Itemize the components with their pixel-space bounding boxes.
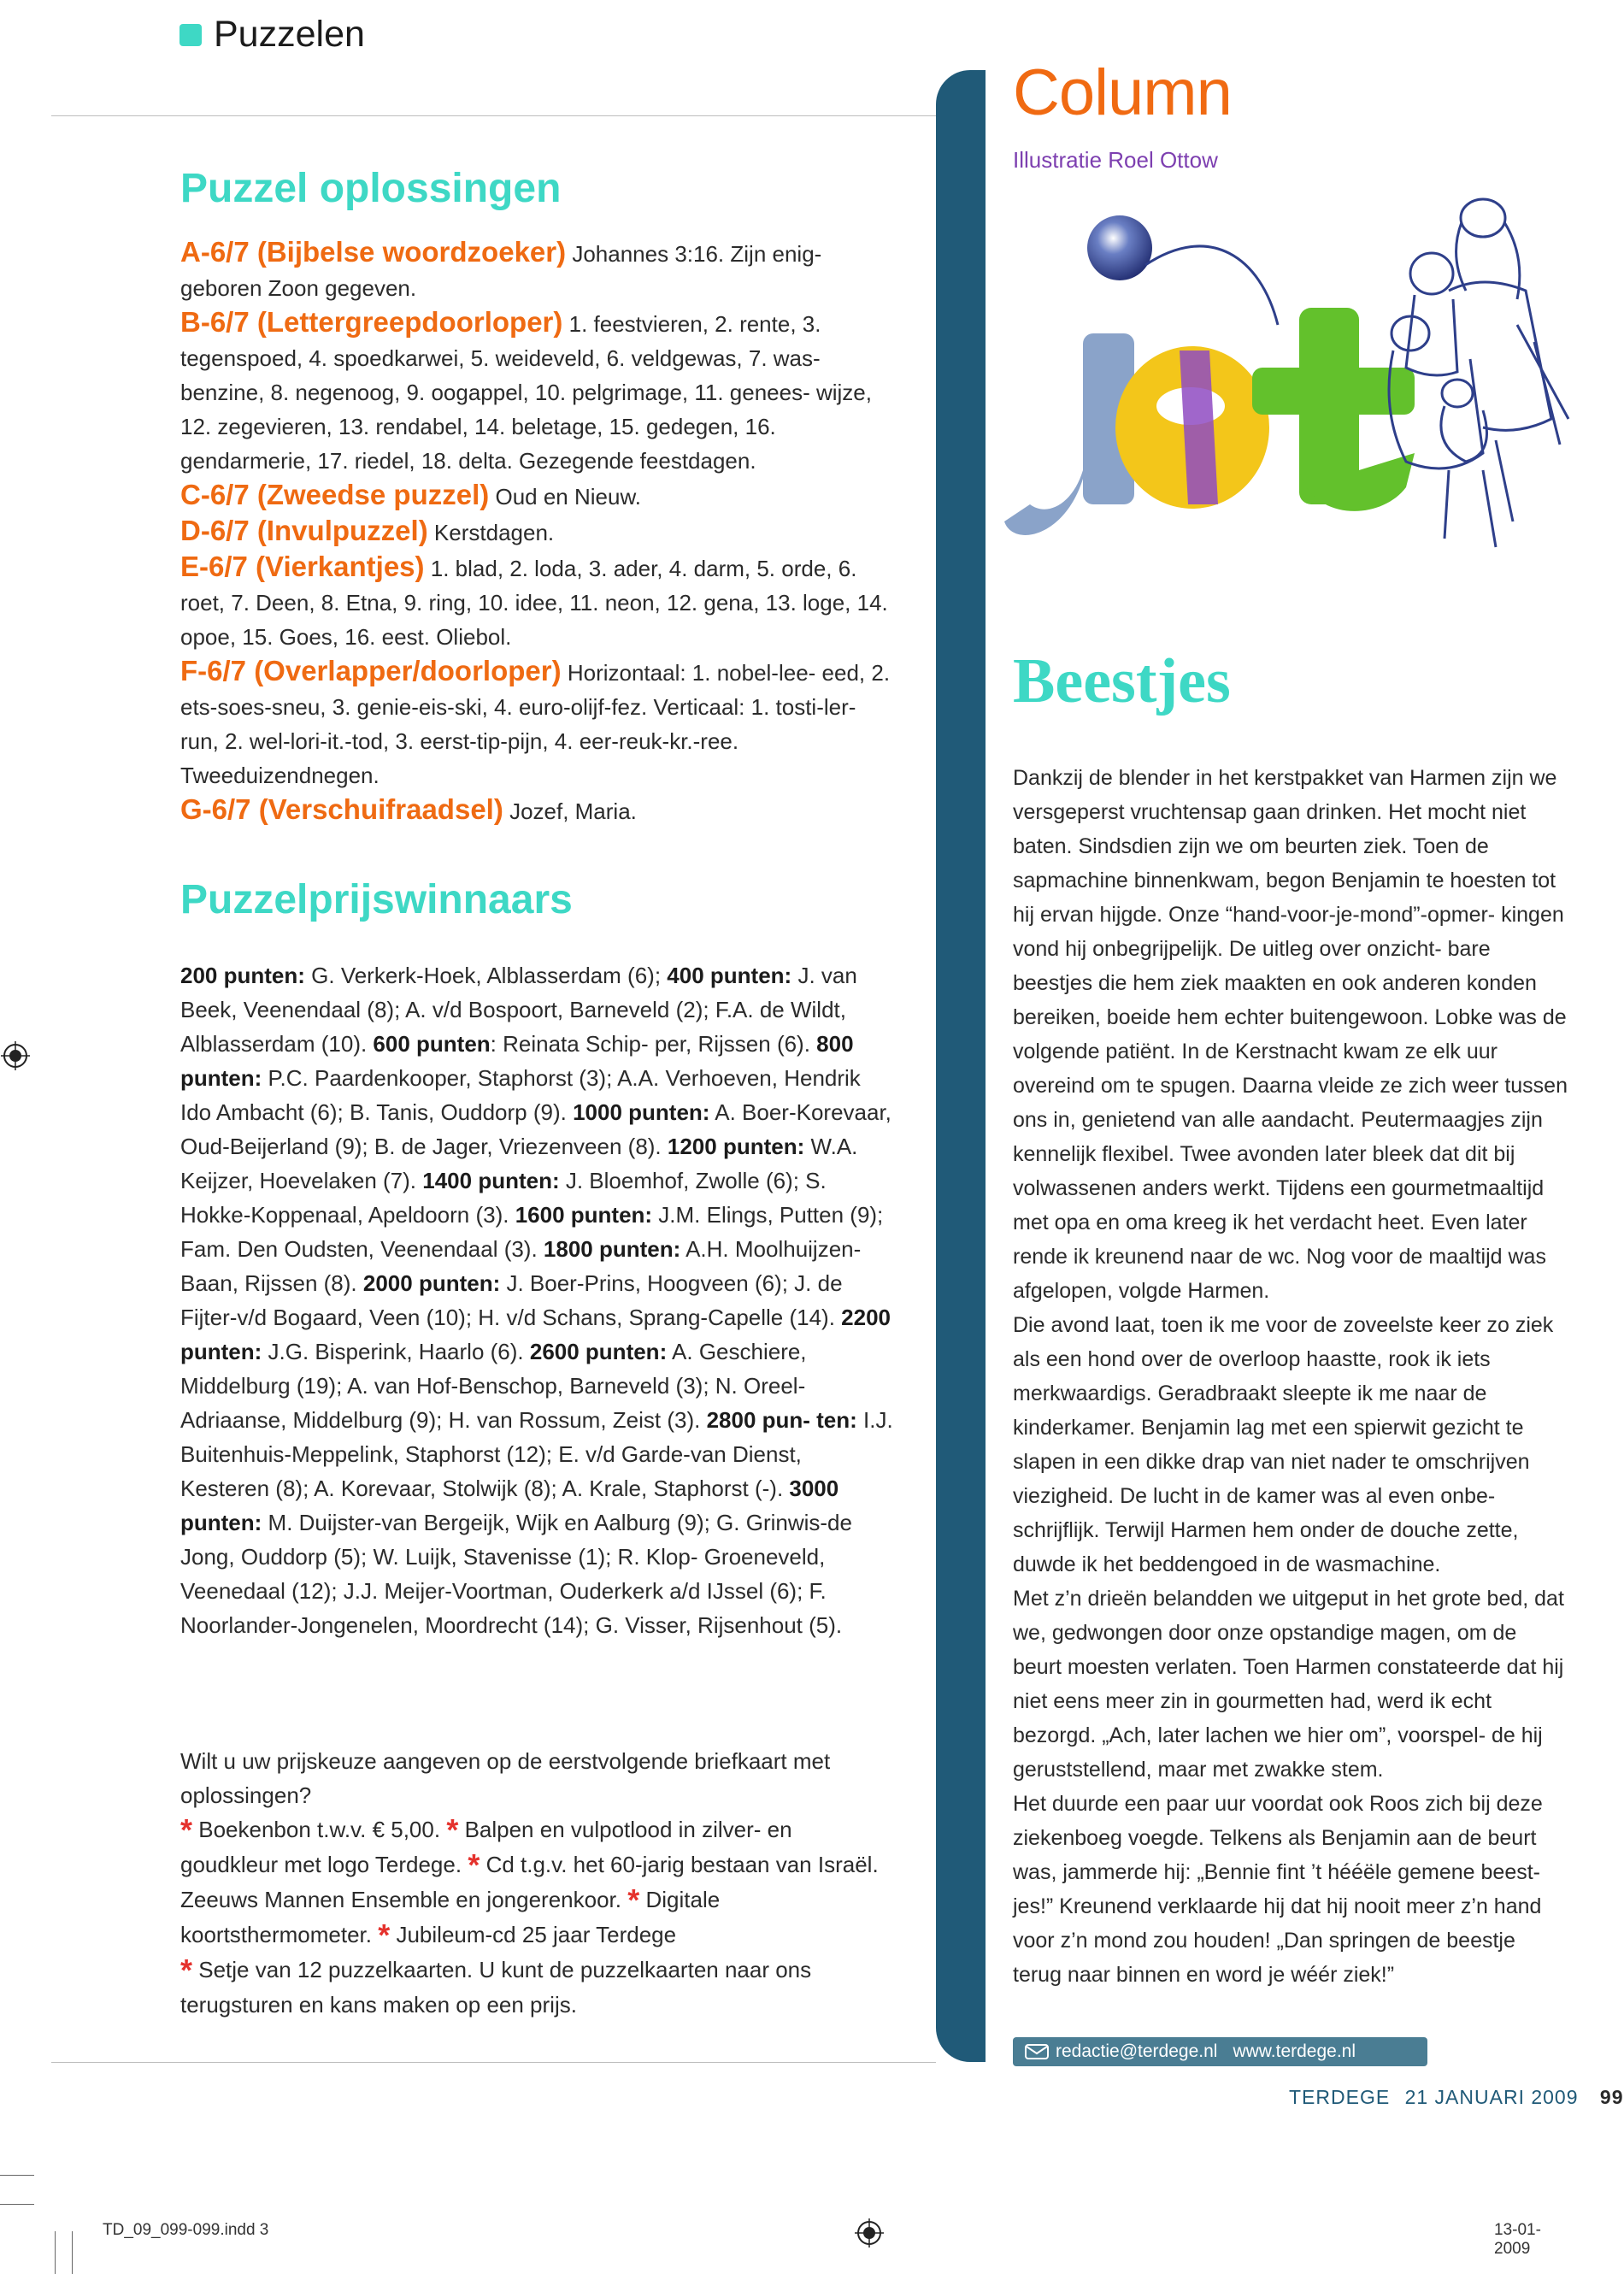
- asterisk-icon: *: [468, 1847, 480, 1882]
- solution-item: [180, 792, 894, 828]
- winners-names: J.G. Bisperink, Haarlo (6).: [262, 1339, 530, 1364]
- jet-illustration: [1004, 197, 1577, 573]
- solution-text: Kerstdagen.: [433, 520, 555, 545]
- solution-label: A-6/7 (Bijbelse woordzoeker): [180, 236, 567, 268]
- winners-names: J. van Beek, Veenendaal (8); A. v/d Bospoort, Barneveld (2); F.A. de Wildt, Alblasserdam (10).: [180, 963, 857, 1057]
- points-label: 400 punten:: [667, 963, 792, 988]
- prize-item: Digitale koortsthermometer.: [180, 1887, 721, 1947]
- column-paragraph: Dankzij de blender in het kerstpakket van Harmen zijn we versgeperst vruchtensap gaan drinken. Het mocht niet baten. Sindsdien zijn we om beurten ziek. Toen de sapmachine binnenkwam, begon Benjamin te hoesten tot hij ervan hijgde. Onze “hand-voor-je-mond”-opmer- kingen vond hij onbegrijpelijk. De uitleg over onzicht- bare beestjes die hem ziek maakten en ook anderen konden bereiken, boeide hem echter buitengewoon. Lobke was de volgende patiënt. In de Kerstnacht kwam ze elk uur overeind om te spugen. Daarna vleide ze zich weer tussen ons in, genietend van alle aandacht. Peutermaagjes zijn kennelijk flexibel. Twee avonden later bleek dat dit bij volwassenen anders werkt. Tijdens een gourmetmaaltijd met opa en oma kreeg ik het verdacht heet. Even later rende ik kreunend naar de wc. Nog voor de maaltijd was afgelopen, volgde Harmen.: [1013, 766, 1568, 1303]
- prizes-intro: Wilt u uw prijskeuze aangeven op de eerstvolgende briefkaart met oplossingen?: [180, 1748, 831, 1808]
- solution-text: 1. feestvieren, 2. rente, 3. tegenspoed, 4. spoedkarwei, 5. weideveld, 6. veldgewas, 7. was- benzine, 8. negenoog, 9. oogappel, 10. pelgrimage, 11. genees- wijze, 12. zegevieren, 13. rendabel, 14. beletage, 15. gedegen, 16. gendarmerie, 17. riedel, 18. delta. Gezegende feestdagen.: [180, 311, 872, 474]
- ball-icon: [1087, 215, 1152, 280]
- solutions-heading: Puzzel oplossingen: [180, 166, 562, 211]
- points-label: 2600 punten:: [529, 1339, 668, 1364]
- winners-names: J. Boer-Prins, Hoogveen (6); J. de Fijter-v/d Bogaard, Veen (10); H. v/d Schans, Sprang-Capelle (14).: [180, 1270, 843, 1330]
- solution-label: E-6/7 (Vierkantjes): [180, 551, 425, 582]
- solution-text: 1. blad, 2. loda, 3. ader, 4. darm, 5. orde, 6. roet, 7. Deen, 8. Etna, 9. ring, 10. idee, 11. neon, 12. gena, 13. loge, 14. opoe, 15. Goes, 16. eest. Oliebol.: [180, 556, 888, 650]
- points-label: 200 punten:: [180, 963, 305, 988]
- contact-email[interactable]: redactie@terdege.nl: [1056, 2041, 1218, 2061]
- solution-label: C-6/7 (Zweedse puzzel): [180, 479, 490, 510]
- illustration-credit: Illustratie Roel Ottow: [1013, 147, 1218, 173]
- magazine-name: TERDEGE: [1289, 2086, 1391, 2108]
- solution-text: Johannes 3:16. Zijn enig- geboren Zoon gegeven.: [180, 241, 822, 301]
- bottom-divider: [51, 2062, 936, 2063]
- section-title: Puzzelen: [214, 14, 365, 55]
- asterisk-icon: *: [446, 1812, 459, 1847]
- winners-names: J.M. Elings, Putten (9); Fam. Den Oudsten, Veenendaal (3).: [180, 1202, 884, 1262]
- page-footer: [1289, 2086, 1624, 2109]
- solution-text: Oud en Nieuw.: [495, 484, 642, 510]
- contact-bar: [1013, 2037, 1427, 2066]
- winners-names: W.A. Keijzer, Hoevelaken (7).: [180, 1134, 858, 1193]
- family-sketch: [1389, 199, 1568, 547]
- winners-names: I.J. Buitenhuis-Meppelink, Staphorst (12); E. v/d Garde-van Dienst, Kesteren (8); A. Korevaar, Stolwijk (8); A. Krale, Staphorst (-).: [180, 1407, 893, 1501]
- solution-item: [180, 235, 894, 305]
- prize-item: Balpen en vulpotlood in zilver- en goudkleur met logo Terdege.: [180, 1817, 792, 1877]
- top-divider: [51, 115, 936, 116]
- crop-mark: [0, 2204, 34, 2205]
- points-label: 800 punten:: [180, 1031, 854, 1091]
- column-paragraph: Die avond laat, toen ik me voor de zoveelste keer zo ziek als een hond over de overloop haastte, rook ik iets merkwaardigs. Geradbraakt sleepte ik me naar de kinderkamer. Benjamin lag met een spierwit gezicht te slapen in een dikke drap van niet nader te omschrijven viezigheid. De lucht in de kamer was al even onbe- schrijflijk. Terwijl Harmen hem onder de douche zette, duwde ik het beddengoed in de wasmachine.: [1013, 1313, 1554, 1576]
- solution-label: B-6/7 (Lettergreepdoorloper): [180, 306, 563, 338]
- crop-mark: [72, 2231, 73, 2274]
- prize-item: Setje van 12 puzzelkaarten. U kunt de puzzelkaarten naar ons terugsturen en kans maken op een prijs.: [180, 1957, 812, 2018]
- column-body: [1013, 761, 1568, 1992]
- points-label: 2000 punten:: [362, 1270, 501, 1296]
- registration-mark-icon: [855, 2218, 884, 2247]
- points-label: 1200 punten:: [667, 1134, 805, 1159]
- slug-filename: TD_09_099-099.indd 3: [103, 2221, 269, 2239]
- column-heading: Beestjes: [1013, 646, 1231, 716]
- column-paragraph: Het duurde een paar uur voordat ook Roos zich bij deze ziekenboeg voegde. Telkens als Benjamin aan de beurt was, jammerde hij: „Bennie fint ’t hééële gemene beest- jes!” Kreunend verklaarde hij dat hij nooit meer z’n hand voor z’n mond zou houden! „Dan springen de beestje terug naar binnen en word je wéér ziek!”: [1013, 1792, 1543, 1987]
- mail-icon: [1025, 2044, 1049, 2059]
- prize-item: Jubileum-cd 25 jaar Terdege: [396, 1922, 677, 1947]
- winners-names: M. Duijster-van Bergeijk, Wijk en Aalburg (9); G. Grinwis-de Jong, Ouddorp (5); W. Luijk, Stavenisse (1); R. Klop- Groeneveld, Veenedaal (12); J.J. Meijer-Voortman, Ouderkerk a/d IJssel (6); F. Noorlander-Jongenelen, Moordrecht (14); G. Visser, Rijsenhout (5).: [180, 1510, 852, 1638]
- winners-names: P.C. Paardenkooper, Staphorst (3); A.A. Verhoeven, Hendrik Ido Ambacht (6); B. Tanis, Ouddorp (9).: [180, 1065, 861, 1125]
- prize-item: Boekenbon t.w.v. € 5,00.: [198, 1817, 441, 1842]
- prizes-list: [180, 1812, 894, 2022]
- winners-text: [180, 958, 894, 1642]
- winners-names: J. Bloemhof, Zwolle (6); S. Hokke-Koppenaal, Apeldoorn (3).: [180, 1168, 827, 1228]
- registration-mark-icon: [1, 1041, 30, 1070]
- solution-item: [180, 654, 894, 792]
- points-label: 3000 punten:: [180, 1476, 839, 1535]
- winners-names: A. Boer-Korevaar, Oud-Beijerland (9); B. de Jager, Vriezenveen (8).: [180, 1099, 891, 1159]
- prize-item: Cd t.g.v. het 60-jarig bestaan van Israël. Zeeuws Mannen Ensemble en jongerenkoor.: [180, 1852, 879, 1912]
- solution-item: [180, 550, 894, 654]
- asterisk-icon: *: [627, 1882, 640, 1918]
- winners-names: : Reinata Schip- per, Rijssen (6).: [490, 1031, 817, 1057]
- section-marker-icon: [179, 24, 202, 46]
- winners-block: [180, 876, 894, 1642]
- solution-item: [180, 305, 894, 478]
- solution-text: Horizontaal: 1. nobel-lee- eed, 2. ets-soes-sneu, 3. genie-eis-ski, 4. euro-olijf-fez. Verticaal: 1. tosti-ler-run, 2. wel-lori-it.-tod, 3. eerst-tip-pijn, 4. eer-reuk-kr.-ree. Tweeduizendnegen.: [180, 660, 891, 788]
- slug-date: 13-01-2009: [1494, 2221, 1541, 2258]
- solution-item: [180, 478, 894, 514]
- solution-item: [180, 514, 894, 550]
- solution-text: Jozef, Maria.: [509, 798, 637, 824]
- crop-mark: [55, 2231, 56, 2274]
- issue-date: 21 JANUARI 2009: [1404, 2086, 1579, 2108]
- winners-names: A.H. Moolhuijzen-Baan, Rijssen (8).: [180, 1236, 862, 1296]
- points-label: 2800 pun- ten:: [706, 1407, 857, 1433]
- column-band: [936, 70, 986, 2062]
- contact-website[interactable]: www.terdege.nl: [1233, 2041, 1356, 2061]
- solutions-block: [180, 165, 894, 828]
- asterisk-icon: *: [378, 1918, 391, 1953]
- column-title: Column: [1013, 56, 1232, 129]
- column-paragraph: Met z’n drieën belandden we uitgeput in het grote bed, dat we, gedwongen door onze opstandige magen, om de beurt moesten verlaten. Toen Harmen constateerde dat hij niet eens meer zin in gourmetten had, werd ik echt bezorgd. „Ach, later lachen we hier om”, voorspel- de hij geruststellend, maar met zwakke stem.: [1013, 1587, 1564, 1782]
- points-label: 1800 punten:: [543, 1236, 681, 1262]
- points-label: 1400 punten:: [422, 1168, 560, 1193]
- asterisk-icon: *: [180, 1953, 193, 1988]
- arc-line: [1145, 246, 1278, 325]
- points-label: 1600 punten:: [515, 1202, 653, 1228]
- prizes-block: [180, 1744, 894, 2022]
- points-label: 1000 punten:: [573, 1099, 710, 1125]
- section-header: [179, 14, 365, 56]
- crop-mark: [0, 2175, 34, 2176]
- points-label: 600 punten: [373, 1031, 491, 1057]
- winners-names: A. Geschiere, Middelburg (19); A. van Hof-Benschop, Barneveld (3); N. Oreel- Adriaanse, Middelburg (9); H. van Rossum, Zeist (3).: [180, 1339, 807, 1433]
- solution-label: G-6/7 (Verschuifraadsel): [180, 793, 503, 825]
- asterisk-icon: *: [180, 1812, 193, 1847]
- solution-label: F-6/7 (Overlapper/doorloper): [180, 655, 562, 686]
- solutions-list: [180, 235, 894, 828]
- solution-label: D-6/7 (Invulpuzzel): [180, 515, 428, 546]
- points-label: 2200 punten:: [180, 1305, 891, 1364]
- winners-heading: Puzzelprijswinnaars: [180, 877, 573, 922]
- winners-names: G. Verkerk-Hoek, Alblasserdam (6);: [304, 963, 668, 988]
- page-number: 99: [1599, 2086, 1624, 2108]
